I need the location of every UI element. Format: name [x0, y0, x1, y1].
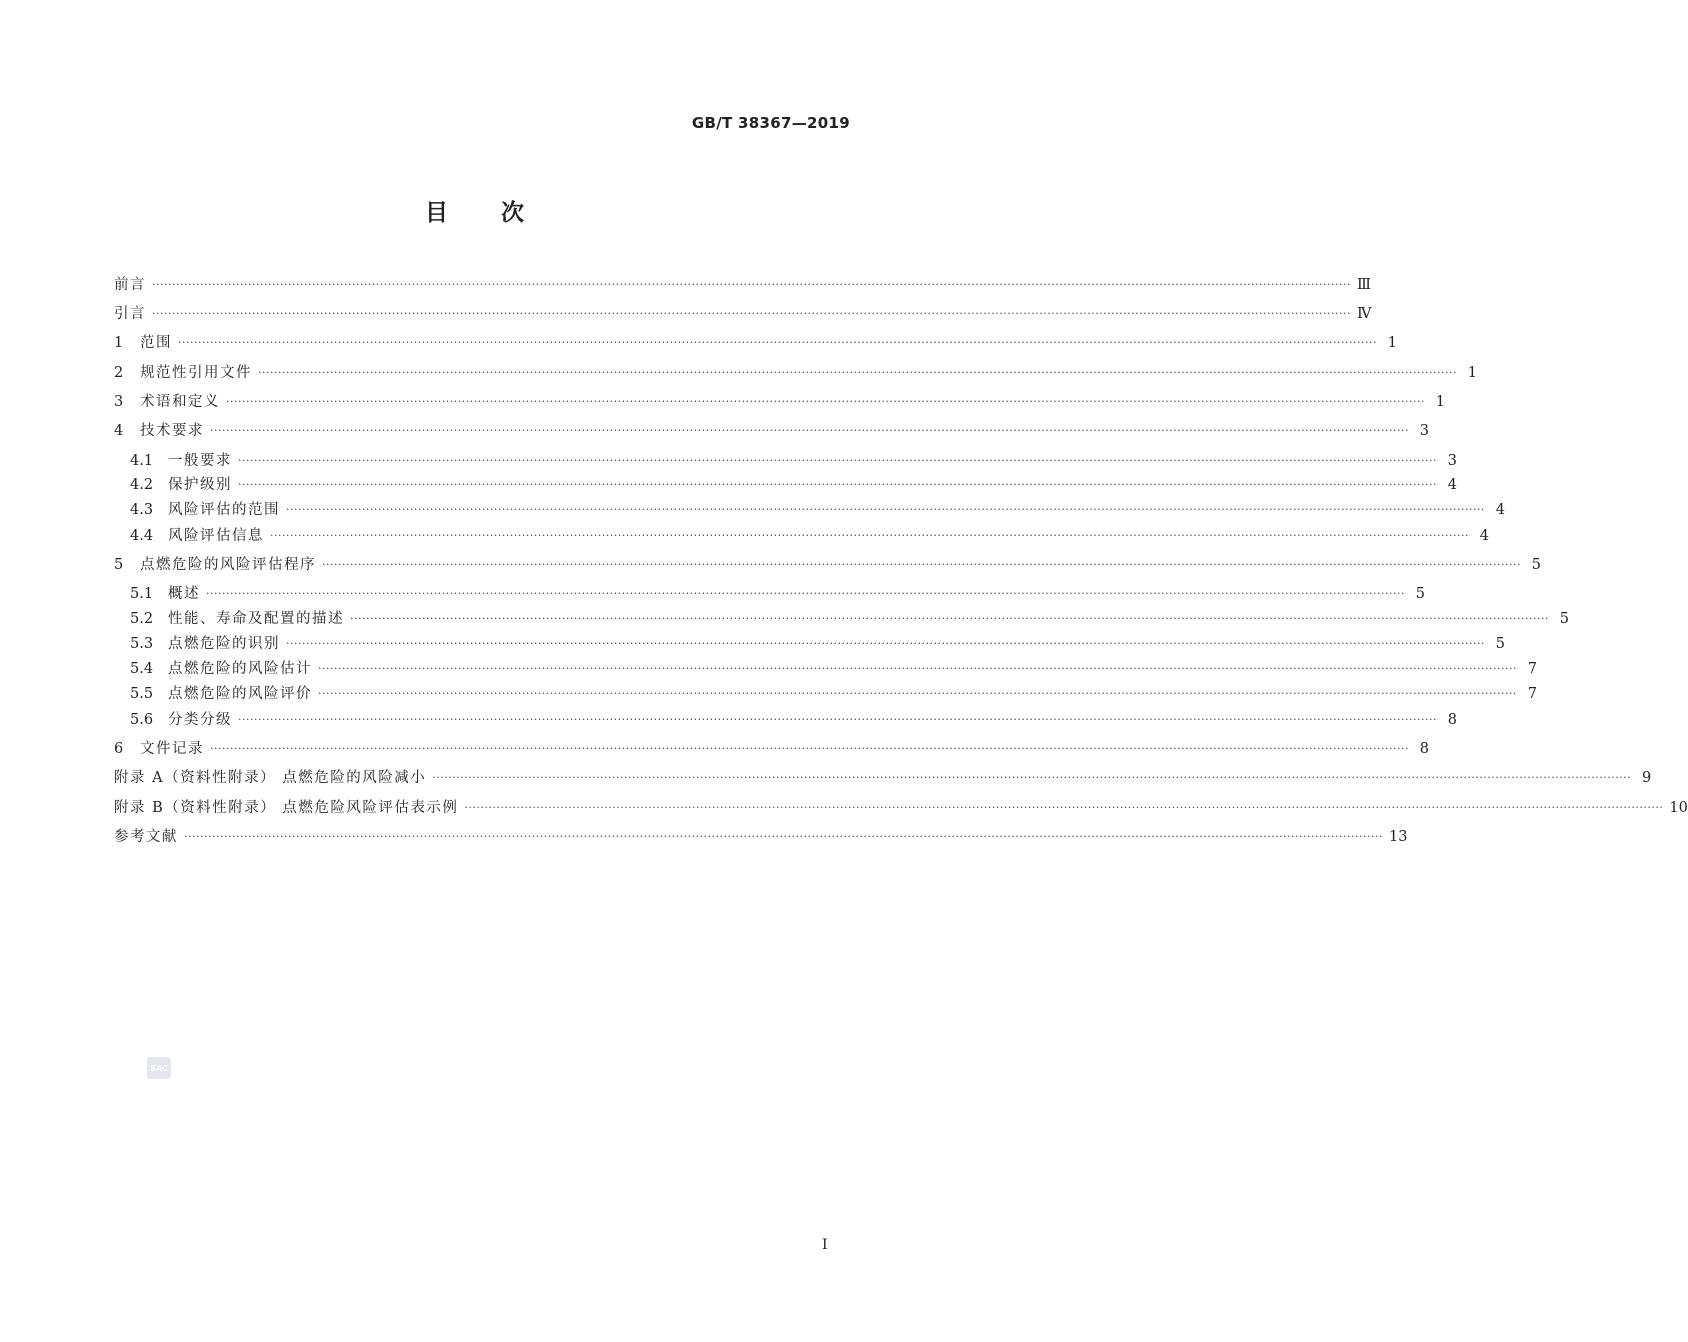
toc-entry[interactable] [114, 392, 1445, 412]
toc-entry[interactable] [130, 684, 1537, 704]
sac-logo-watermark: SAC [147, 1057, 171, 1079]
toc-dot-leader: ············································································································································································································································································································ [270, 529, 1469, 542]
toc-entry-label: 一般要求 [168, 453, 232, 469]
toc-entry[interactable] [130, 634, 1505, 654]
toc-entry-page: 1 [1467, 365, 1477, 381]
toc-dot-leader: ············································································································································································································································································································ [152, 278, 1351, 291]
toc-entry-page: 8 [1419, 741, 1429, 757]
toc-entry-label: 附录 B（资料性附录） 点燃危险风险评估表示例 [114, 800, 459, 816]
page-title [0, 194, 950, 227]
toc-entry-number: 4.4 [130, 528, 154, 544]
toc-entry-number: 4 [114, 423, 124, 439]
toc-entry-page: 13 [1388, 829, 1408, 845]
toc-dot-leader: ············································································································································································································································································································ [286, 503, 1485, 516]
toc-entry-label: 点燃危险的风险评价 [168, 686, 312, 702]
toc-dot-leader: ············································································································································································································································································································ [318, 687, 1517, 700]
toc-entry-page: 1 [1435, 394, 1445, 410]
toc-entry-number: 5.5 [130, 686, 154, 702]
toc-entry-page: 9 [1641, 770, 1652, 786]
toc-entry-number: 5.2 [130, 611, 154, 627]
toc-entry-number: 4.1 [130, 453, 154, 469]
toc-dot-leader: ············································································································································································································································································································ [286, 637, 1485, 650]
toc-entry-page: 3 [1447, 453, 1457, 469]
toc-entry-number: 5.4 [130, 661, 154, 677]
toc-dot-leader: ············································································································································································································································································································ [464, 801, 1664, 814]
toc-entry-page: 5 [1559, 611, 1569, 627]
title-char-1: 目 [425, 200, 449, 226]
title-char-2: 次 [501, 200, 525, 226]
toc-entry-label: 术语和定义 [140, 394, 220, 410]
toc-dot-leader: ············································································································································································································································································································ [184, 830, 1383, 843]
toc-entry-page: 4 [1495, 502, 1505, 518]
toc-entry[interactable] [114, 768, 1652, 788]
toc-dot-leader: ············································································································································································································································································································ [350, 612, 1549, 625]
toc-entry[interactable] [114, 827, 1408, 847]
toc-dot-leader: ············································································································································································································································································································ [152, 307, 1351, 320]
toc-entry-label: 保护级别 [168, 477, 232, 493]
toc-dot-leader: ············································································································································································································································································································ [258, 366, 1457, 379]
toc-entry-page: Ⅲ [1357, 277, 1371, 293]
toc-entry-number: 5 [114, 557, 124, 573]
toc-entry[interactable] [114, 363, 1477, 383]
toc-entry-page: 7 [1527, 661, 1537, 677]
toc-entry-number: 2 [114, 365, 124, 381]
toc-entry-page: 10 [1669, 800, 1688, 816]
toc-dot-leader: ············································································································································································································································································································ [210, 742, 1409, 755]
toc-entry[interactable] [114, 555, 1541, 575]
toc-entry-page: 5 [1495, 636, 1505, 652]
toc-dot-leader: ············································································································································································································································································································ [178, 336, 1377, 349]
toc-entry-label: 技术要求 [140, 423, 204, 439]
toc-entry-page: 4 [1447, 477, 1457, 493]
toc-entry-number: 5.1 [130, 586, 154, 602]
toc-entry-page: 5 [1531, 557, 1541, 573]
toc-dot-leader: ············································································································································································································································································································ [322, 558, 1521, 571]
toc-entry-number: 6 [114, 741, 124, 757]
toc-entry[interactable] [130, 584, 1425, 604]
toc-entry-page: 7 [1527, 686, 1537, 702]
toc-entry-page: 1 [1387, 335, 1397, 351]
toc-entry[interactable] [114, 739, 1429, 759]
toc-entry-number: 4.2 [130, 477, 154, 493]
toc-entry-number: 3 [114, 394, 124, 410]
toc-entry-label: 引言 [114, 306, 146, 322]
toc-dot-leader: ············································································································································································································································································································ [238, 478, 1437, 491]
toc-entry-number: 1 [114, 335, 124, 351]
toc-entry-number: 5.3 [130, 636, 154, 652]
toc-entry-number: 4.3 [130, 502, 154, 518]
toc-entry[interactable] [130, 659, 1537, 679]
toc-entry[interactable] [114, 304, 1372, 324]
toc-entry[interactable] [130, 609, 1569, 629]
toc-entry-label: 附录 A（资料性附录） 点燃危险的风险减小 [114, 770, 427, 786]
toc-entry-page: 4 [1479, 528, 1489, 544]
toc-entry[interactable] [130, 475, 1457, 495]
toc-entry-page: Ⅳ [1356, 306, 1372, 322]
toc-entry-page: 5 [1415, 586, 1425, 602]
toc-entry[interactable] [130, 710, 1457, 730]
standard-number: GB/T 38367—2019 [691, 114, 850, 132]
toc-dot-leader: ············································································································································································································································································································ [210, 424, 1409, 437]
toc-entry-page: 3 [1419, 423, 1429, 439]
toc-dot-leader: ············································································································································································································································································································ [238, 713, 1437, 726]
toc-entry[interactable] [114, 275, 1371, 295]
toc-entry[interactable] [130, 451, 1457, 471]
toc-entry-label: 风险评估的范围 [168, 502, 280, 518]
toc-dot-leader: ············································································································································································································································································································ [432, 771, 1632, 784]
toc-entry-page: 8 [1447, 712, 1457, 728]
toc-dot-leader: ············································································································································································································································································································ [226, 395, 1425, 408]
toc-entry-label: 范围 [140, 335, 172, 351]
toc-entry-label: 概述 [168, 586, 200, 602]
toc-entry[interactable] [114, 798, 1688, 818]
toc-entry-label: 点燃危险的识别 [168, 636, 280, 652]
toc-entry[interactable] [114, 333, 1397, 353]
toc-entry-label: 点燃危险的风险估计 [168, 661, 312, 677]
toc-entry-label: 分类分级 [168, 712, 232, 728]
toc-entry-label: 点燃危险的风险评估程序 [140, 557, 316, 573]
toc-entry-number: 5.6 [130, 712, 154, 728]
toc-entry-label: 文件记录 [140, 741, 204, 757]
toc-entry-label: 前言 [114, 277, 146, 293]
toc-entry[interactable] [114, 421, 1429, 441]
toc-entry-label: 参考文献 [114, 829, 178, 845]
toc-entry-label: 性能、寿命及配置的描述 [168, 611, 344, 627]
footer-page-number: Ⅰ [822, 1237, 828, 1253]
toc-dot-leader: ············································································································································································································································································································ [318, 662, 1517, 675]
toc-dot-leader: ············································································································································································································································································································ [238, 454, 1437, 467]
toc-entry-label: 风险评估信息 [168, 528, 264, 544]
toc-dot-leader: ············································································································································································································································································································ [206, 587, 1405, 600]
toc-entry[interactable] [130, 500, 1505, 520]
toc-entry[interactable] [130, 526, 1489, 546]
toc-entry-label: 规范性引用文件 [140, 365, 252, 381]
